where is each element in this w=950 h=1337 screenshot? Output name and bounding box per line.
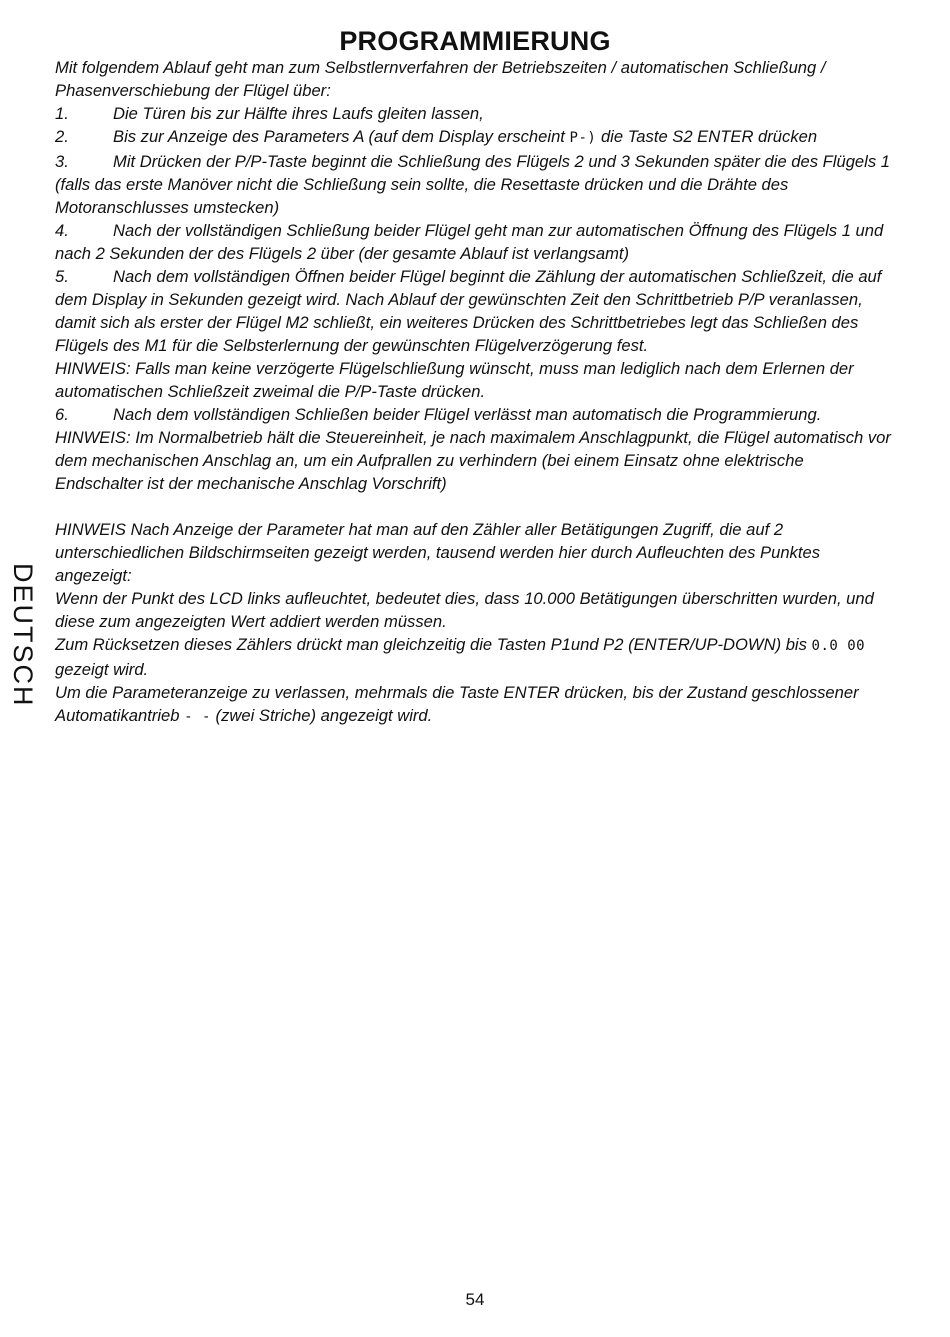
note-paragraph: HINWEIS: Im Normalbetrieb hält die Steuereinheit, je nach maximalem Anschlagpunkt, die Flügel automatisch vor dem mechanischen Anschlag an, um ein Aufprallen zu verhindern (bei einem Einsatz ohne elektrische Endschalter ist der mechanische Anschlag Vorschrift) bbox=[55, 428, 891, 493]
language-side-label: DEUTSCH bbox=[8, 563, 38, 708]
step-text: Nach dem vollständigen Öffnen beider Flügel beginnt die Zählung der automatischen Schließzeit, die auf dem Display in Sekunden gezeigt wird. Nach Ablauf der gewünschten Zeit den Schrittbetrieb P/P veranlassen, damit sich als erster der Flügel M2 schließt, ein weiteres Drücken des Schrittbetriebes legt das Schließen des Flügels des M1 für die Selbsterlernung der gewünschten Flügelverzögerung fest. bbox=[55, 267, 882, 355]
step-3 bbox=[55, 150, 895, 219]
lcd-paragraph: Wenn der Punkt des LCD links aufleuchtet, bedeutet dies, dass 10.000 Betätigungen überschritten wurden, und diese zum angezeigten Wert addiert werden müssen. bbox=[55, 589, 874, 631]
step-4 bbox=[55, 219, 895, 265]
step-text: Nach der vollständigen Schließung beider Flügel geht man zur automatischen Öffnung des Flügels 1 und nach 2 Sekunden der des Flügels 2 über (der gesamte Ablauf ist verlangsamt) bbox=[55, 221, 884, 263]
page-title: PROGRAMMIERUNG bbox=[339, 26, 611, 56]
step-number: 6. bbox=[55, 405, 69, 424]
page-number: 54 bbox=[465, 1290, 485, 1309]
step-number: 5. bbox=[55, 267, 69, 286]
step-text: Mit Drücken der P/P-Taste beginnt die Schließung des Flügels 2 und 3 Sekunden später die des Flügels 1 (falls das erste Manöver nicht die Schließung sein sollte, die Resettaste drücken und die Drähte des Motoranschlusses umstecken) bbox=[55, 152, 890, 217]
step-text: Nach dem vollständigen Schließen beider Flügel verlässt man automatisch die Programmierung. bbox=[113, 405, 822, 424]
display-readout: 0.0 00 bbox=[811, 638, 866, 654]
step-2 bbox=[55, 125, 895, 150]
display-readout: - - bbox=[184, 709, 211, 725]
note-paragraph: HINWEIS Nach Anzeige der Parameter hat man auf den Zähler aller Betätigungen Zugriff, die auf 2 unterschiedlichen Bildschirmseiten gezeigt werden, tausend werden hier durch Aufleuchten des Punktes angezeigt: bbox=[55, 520, 820, 585]
document-body bbox=[55, 56, 895, 729]
paragraph-text: Zum Rücksetzen dieses Zählers drückt man gleichzeitig die Tasten P1und P2 (ENTER/UP-DOWN) bis bbox=[55, 635, 812, 654]
step-text: Bis zur Anzeige des Parameters A (auf dem Display erscheint bbox=[113, 127, 570, 146]
note-paragraph: HINWEIS: Falls man keine verzögerte Flügelschließung wünscht, muss man lediglich nach dem Erlernen der automatischen Schließzeit zweimal die P/P-Taste drücken. bbox=[55, 359, 854, 401]
display-readout: P-) bbox=[569, 130, 597, 146]
paragraph-text: gezeigt wird. bbox=[55, 660, 149, 679]
step-5 bbox=[55, 265, 895, 357]
paragraph-text: (zwei Striche) angezeigt wird. bbox=[210, 706, 433, 725]
reset-paragraph bbox=[55, 633, 895, 681]
step-text: die Taste S2 ENTER drücken bbox=[596, 127, 818, 146]
step-text: Die Türen bis zur Hälfte ihres Laufs gleiten lassen, bbox=[113, 104, 484, 123]
step-number: 4. bbox=[55, 221, 69, 240]
step-6 bbox=[55, 403, 895, 426]
exit-paragraph bbox=[55, 681, 895, 729]
step-1 bbox=[55, 102, 895, 125]
step-number: 3. bbox=[55, 152, 69, 171]
intro-paragraph: Mit folgendem Ablauf geht man zum Selbstlernverfahren der Betriebszeiten / automatischen Schließung / Phasenverschiebung der Flügel über: bbox=[55, 58, 826, 100]
paragraph-text: Um die Parameteranzeige zu verlassen, mehrmals die Taste ENTER drücken, bis der Zustand geschlossener Automatikantrieb bbox=[55, 683, 859, 725]
step-number: 2. bbox=[55, 127, 69, 146]
step-number: 1. bbox=[55, 104, 69, 123]
